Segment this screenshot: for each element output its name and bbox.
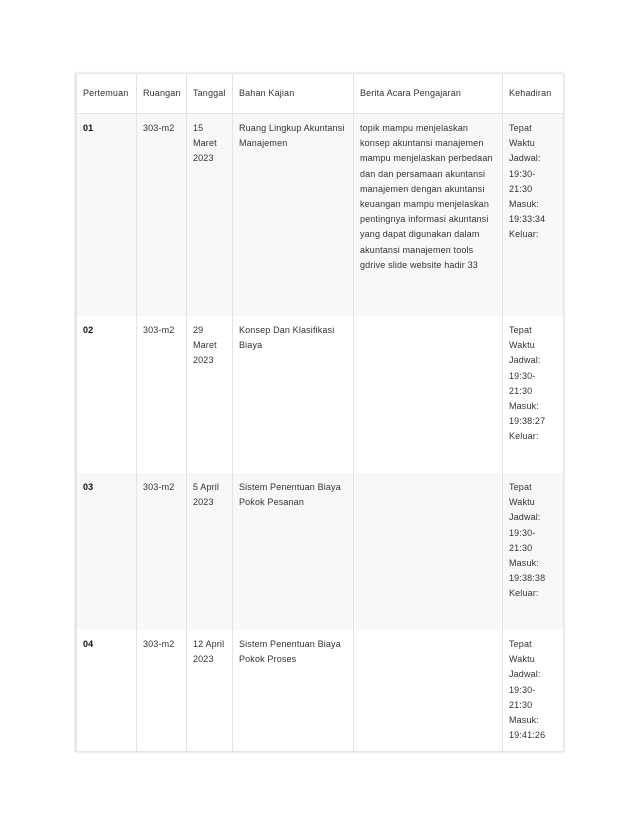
cell-berita-acara	[354, 473, 503, 630]
cell-pertemuan: 02	[77, 316, 137, 473]
header-berita-acara: Berita Acara Pengajaran	[354, 74, 503, 114]
header-tanggal: Tanggal	[187, 74, 233, 114]
header-pertemuan: Pertemuan	[77, 74, 137, 114]
cell-kehadiran: Tepat Waktu Jadwal: 19:30-21:30 Masuk: 19:33:34 Keluar:	[503, 114, 564, 317]
cell-berita-acara	[354, 630, 503, 751]
attendance-table-container	[75, 73, 564, 752]
cell-ruangan: 303-m2	[137, 114, 187, 317]
table-row	[77, 316, 564, 473]
cell-bahan-kajian: Ruang Lingkup Akuntansi Manajemen	[233, 114, 354, 317]
cell-ruangan: 303-m2	[137, 316, 187, 473]
table-row	[77, 473, 564, 630]
cell-tanggal: 29 Maret 2023	[187, 316, 233, 473]
attendance-table	[76, 74, 564, 751]
cell-kehadiran: Tepat Waktu Jadwal: 19:30-21:30 Masuk: 19:41:26	[503, 630, 564, 751]
cell-ruangan: 303-m2	[137, 473, 187, 630]
cell-bahan-kajian: Konsep Dan Klasifikasi Biaya	[233, 316, 354, 473]
table-row	[77, 114, 564, 317]
cell-pertemuan: 04	[77, 630, 137, 751]
table-row	[77, 630, 564, 751]
cell-bahan-kajian: Sistem Penentuan Biaya Pokok Pesanan	[233, 473, 354, 630]
header-ruangan: Ruangan	[137, 74, 187, 114]
cell-berita-acara: topik mampu menjelaskan konsep akuntansi manajemen mampu menjelaskan perbedaan dan dan persamaan akuntansi manajemen dengan akuntansi keuangan mampu menjelaskan pentingnya informasi akuntansi yang dapat digunakan dalam akuntansi manajemen tools gdrive slide website hadir 33	[354, 114, 503, 317]
cell-berita-acara	[354, 316, 503, 473]
cell-kehadiran: Tepat Waktu Jadwal: 19:30-21:30 Masuk: 19:38:38 Keluar:	[503, 473, 564, 630]
header-kehadiran: Kehadiran	[503, 74, 564, 114]
cell-tanggal: 15 Maret 2023	[187, 114, 233, 317]
cell-pertemuan: 03	[77, 473, 137, 630]
cell-ruangan: 303-m2	[137, 630, 187, 751]
cell-bahan-kajian: Sistem Penentuan Biaya Pokok Proses	[233, 630, 354, 751]
cell-tanggal: 5 April 2023	[187, 473, 233, 630]
header-bahan-kajian: Bahan Kajian	[233, 74, 354, 114]
cell-tanggal: 12 April 2023	[187, 630, 233, 751]
cell-pertemuan: 01	[77, 114, 137, 317]
cell-kehadiran: Tepat Waktu Jadwal: 19:30-21:30 Masuk: 19:38:27 Keluar:	[503, 316, 564, 473]
table-header-row	[77, 74, 564, 114]
